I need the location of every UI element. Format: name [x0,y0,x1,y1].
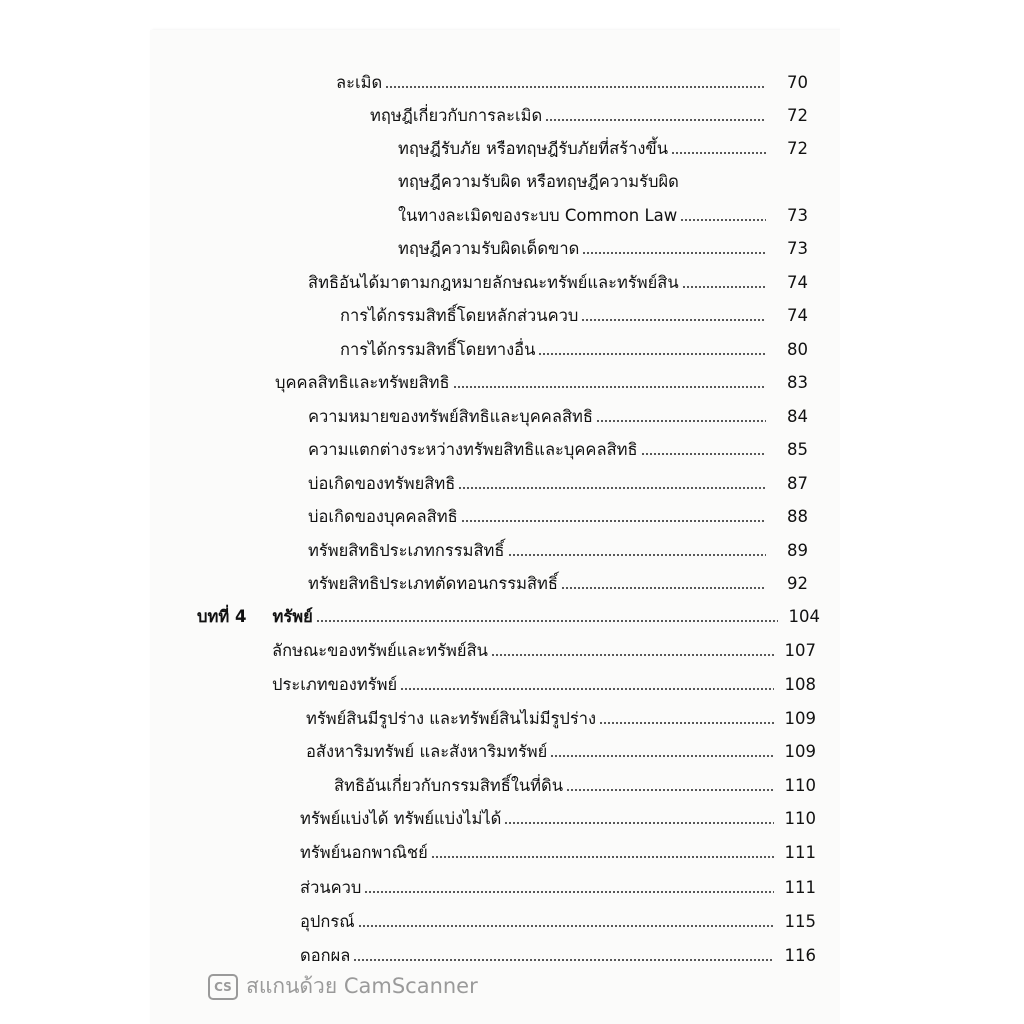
toc-entry-page: 74 [787,306,808,325]
toc-entry [398,230,808,260]
toc-entry-page: 72 [787,106,808,125]
toc-entry [300,834,816,864]
toc-entry-page: 72 [787,139,808,158]
toc-entry [275,364,808,394]
toc-entry-page: 104 [788,607,820,626]
dot-leader [508,552,766,558]
dot-leader [458,485,766,491]
toc-entry-title: บ่อเกิดของทรัพยสิทธิ [308,474,456,493]
toc-entry-page: 73 [787,206,808,225]
toc-entry [306,733,816,763]
dot-leader [538,351,766,357]
toc-entry-page: 110 [784,809,816,828]
dot-leader [641,451,766,457]
toc-entry [334,767,816,797]
toc-entry [398,197,808,227]
toc-entry-page: 108 [784,675,816,694]
dot-leader [364,889,774,895]
dot-leader [431,854,774,860]
toc-entry [308,264,808,294]
chapter-label: บทที่ 4 [197,607,247,626]
toc-entry [308,465,808,495]
toc-entry-title: ทฤษฎีรับภัย หรือทฤษฎีรับภัยที่สร้างขึ้น [398,139,668,158]
toc-entry-page: 84 [787,407,808,426]
toc-entry-title: ลักษณะของทรัพย์และทรัพย์สิน [272,641,488,660]
toc-entry-title: สิทธิอันเกี่ยวกับกรรมสิทธิ์ในที่ดิน [334,776,564,795]
toc-entry-title: ประเภทของทรัพย์ [272,675,398,694]
toc-entry-page: 107 [784,641,816,660]
toc-entry-title: ทรัพยสิทธิประเภทกรรมสิทธิ์ [308,541,505,560]
dot-leader [671,150,766,156]
dot-leader [400,686,774,692]
toc-entry-title: ในทางละเมิดของระบบ Common Law [398,206,678,225]
camscanner-logo-icon: CS [208,974,238,1000]
toc-entry [300,800,816,830]
dot-leader [566,787,774,793]
toc-entry-page: 109 [784,709,816,728]
toc-entry-title: ทรัพย์ [272,607,313,626]
camscanner-watermark [208,970,478,1003]
toc-entry [398,163,808,193]
toc-entry-page: 110 [784,776,816,795]
toc-entry-page: 70 [787,73,808,92]
toc-entry-title: ทฤษฎีเกี่ยวกับการละเมิด [370,106,543,125]
dot-leader [545,117,766,123]
toc-entry [272,632,816,662]
toc-entry [306,700,816,730]
dot-leader [581,317,766,323]
dot-leader [504,820,774,826]
toc-entry-title: สิทธิอันได้มาตามกฎหมายลักษณะทรัพย์และทรัพย์สิน [308,273,679,292]
dot-leader [453,384,766,390]
dot-leader [316,618,778,624]
toc-entry-page: 116 [784,946,816,965]
toc-entry-page: 115 [784,912,816,931]
toc-chapter-entry [197,598,820,628]
toc-entry [340,297,808,327]
dot-leader [353,957,774,963]
toc-entry [308,565,808,595]
toc-entry-title: ทรัพยสิทธิประเภทตัดทอนกรรมสิทธิ์ [308,574,558,593]
toc-entry-title: ทรัพย์นอกพาณิชย์ [300,843,428,862]
dot-leader [680,217,766,223]
toc-entry [308,398,808,428]
toc-entry-title: ความหมายของทรัพย์สิทธิและบุคคลสิทธิ [308,407,593,426]
toc-entry [300,937,816,967]
toc-entry [398,130,808,160]
toc-entry-title: บุคคลสิทธิและทรัพยสิทธิ [275,373,450,392]
dot-leader [582,250,766,256]
toc-entry [370,97,808,127]
toc-entry-title: ดอกผล [300,946,351,965]
toc-entry-title: ทรัพย์สินมีรูปร่าง และทรัพย์สินไม่มีรูปร่าง [306,709,597,728]
toc-entry-title: ความแตกต่างระหว่างทรัพยสิทธิและบุคคลสิทธิ [308,440,638,459]
toc-entry-page: 111 [784,878,816,897]
dot-leader [385,84,766,90]
toc-entry [300,903,816,933]
toc-entry [336,64,808,94]
toc-entry-title: ทรัพย์แบ่งได้ ทรัพย์แบ่งไม่ได้ [300,809,502,828]
toc-entry [272,666,816,696]
toc-entry-page: 88 [787,507,808,526]
toc-entry-title: อสังหาริมทรัพย์ และสังหาริมทรัพย์ [306,742,548,761]
dot-leader [682,284,766,290]
toc-entry-page: 80 [787,340,808,359]
toc-entry-page: 74 [787,273,808,292]
dot-leader [599,720,774,726]
toc-entry-title: อุปกรณ์ [300,912,355,931]
toc-entry-page: 89 [787,541,808,560]
dot-leader [596,418,766,424]
toc-entry [308,532,808,562]
toc-entry-page: 87 [787,474,808,493]
watermark-text: สแกนด้วย CamScanner [246,974,478,998]
toc-entry-title: การได้กรรมสิทธิ์โดยทางอื่น [340,340,536,359]
toc-entry [300,869,816,899]
toc-entry-page: 92 [787,574,808,593]
dot-leader [561,585,766,591]
toc-entry-page: 109 [784,742,816,761]
toc-entry [308,498,808,528]
toc-entry-page: 83 [787,373,808,392]
toc-entry-page: 111 [784,843,816,862]
toc-entry-title: ทฤษฎีความรับผิดเด็ดขาด [398,239,580,258]
toc-entry-title: การได้กรรมสิทธิ์โดยหลักส่วนควบ [340,306,579,325]
toc-entry-page: 85 [787,440,808,459]
toc-entry-title: ละเมิด [336,73,383,92]
toc-entry-page: 73 [787,239,808,258]
toc-entry-title: ทฤษฎีความรับผิด หรือทฤษฎีความรับผิด [398,172,679,191]
toc-entry [340,331,808,361]
dot-leader [358,923,774,929]
dot-leader [550,753,774,759]
toc-entry [308,431,808,461]
toc-entry-title: ส่วนควบ [300,878,362,897]
toc-entry-title: บ่อเกิดของบุคคลสิทธิ [308,507,458,526]
dot-leader [461,518,766,524]
dot-leader [491,652,774,658]
